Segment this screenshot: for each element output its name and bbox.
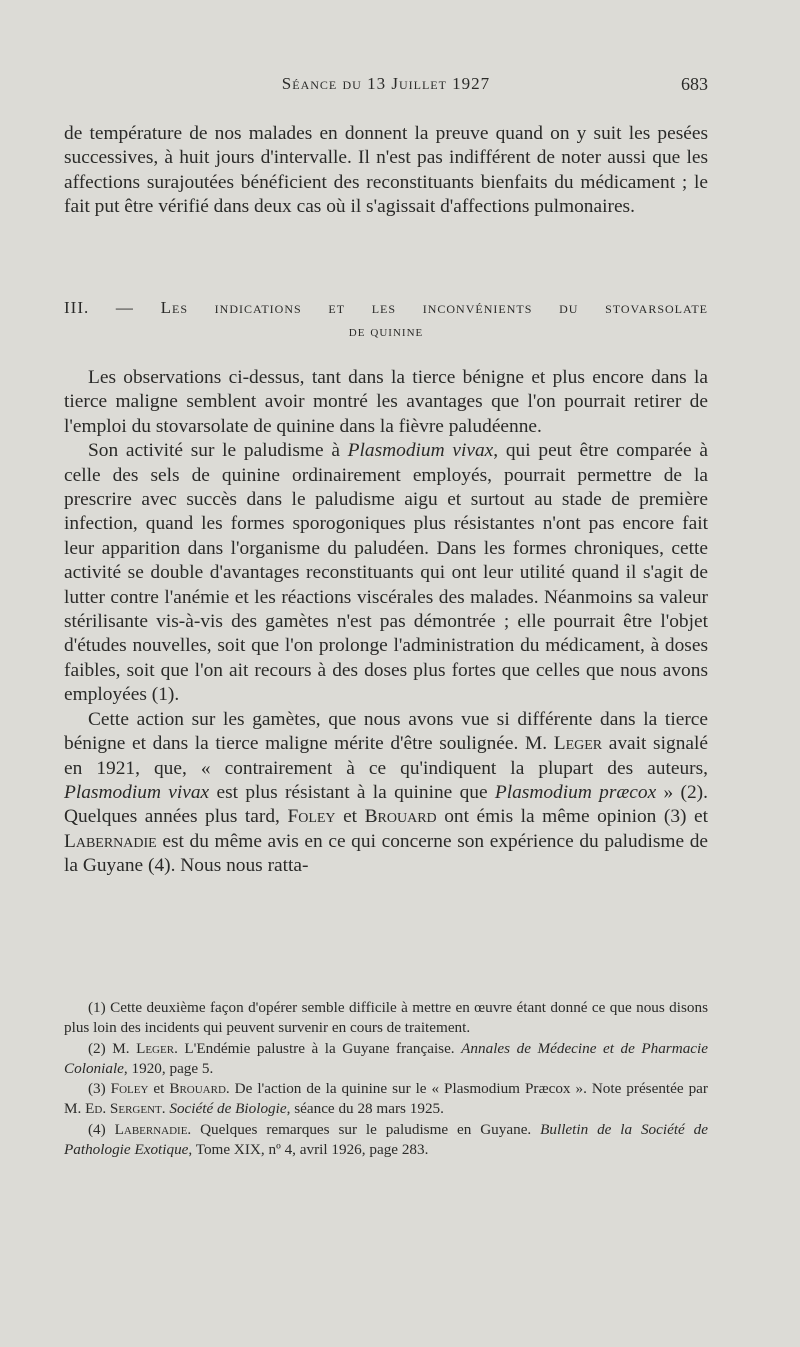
paragraph-3 — [64, 439, 708, 707]
text-span: et — [148, 1080, 170, 1098]
author-name: Leger — [136, 1039, 175, 1057]
footnote-4 — [64, 1120, 708, 1161]
author-name: Leger — [553, 733, 603, 755]
section-heading-line-1: III. — Les indications et les inconvénients du stovarsolate — [64, 298, 708, 317]
text-span: » (2). Quelques années plus tard, — [64, 781, 708, 828]
author-name: Foley — [287, 806, 336, 828]
text-span: (4) — [88, 1120, 115, 1138]
running-head — [64, 74, 708, 104]
author-name: Brouard — [364, 806, 437, 828]
text-span: ont émis la même opinion (3) et — [436, 806, 709, 828]
author-name: Labernadie — [114, 1120, 188, 1138]
text-span: (3) — [88, 1080, 111, 1098]
text-span: , séance du 28 mars 1925. — [286, 1100, 444, 1118]
italic-span: Plasmodium vivax — [64, 781, 210, 803]
author-name: Brouard — [169, 1080, 226, 1098]
continued-paragraph — [64, 122, 708, 220]
text-span: et — [335, 806, 365, 828]
italic-span: Plasmodium vivax — [347, 440, 494, 462]
footnote-3 — [64, 1079, 708, 1120]
text-span: est du même avis en ce qui concerne son expérience du paludisme de la Guyane (4). Nous nous ratta- — [64, 830, 708, 877]
paragraph-2: Les observations ci-dessus, tant dans la tierce bénigne et plus encore dans la tierce maligne semblent avoir montré les avantages que l'on pourrait retirer de l'emploi du stovarsolate de quinine dans la fièvre paludéenne. — [64, 367, 708, 437]
footnote-1: (1) Cette deuxième façon d'opérer semble difficile à mettre en œuvre étant donné ce que nous disons plus loin des incidents qui peuvent survenir en cours de traitement. — [64, 999, 708, 1037]
italic-span: Plasmodium præcox — [494, 781, 657, 803]
section-body — [64, 366, 708, 879]
author-name: Foley — [110, 1080, 149, 1098]
italic-span: Société de Biologie — [169, 1100, 287, 1118]
text-span: , 1920, page 5. — [123, 1059, 214, 1077]
author-name: Labernadie — [64, 830, 157, 852]
italic-span: Bulletin de la Société de Pathologie Exotique — [64, 1120, 709, 1159]
section-heading-line-2: de quinine — [348, 323, 424, 340]
section-heading — [64, 296, 708, 344]
text-span: . De l'action de la quinine sur le « Plasmodium Præcox ». Note présentée par M. — [64, 1080, 708, 1118]
paragraph-4 — [64, 708, 708, 879]
text-span: . — [161, 1100, 170, 1118]
text-span: est plus résistant à la quinine que — [209, 781, 495, 803]
text-span: . Quelques remarques sur le paludisme en Guyane. — [187, 1120, 541, 1138]
text-span: . L'Endémie palustre à la Guyane française. — [174, 1039, 462, 1057]
text-span: (2) M. — [88, 1039, 137, 1057]
italic-span: Annales de Médecine et de Pharmacie Coloniale — [64, 1039, 708, 1077]
paragraph-1: de température de nos malades en donnent la preuve quand on y suit les pesées successives, à huit jours d'intervalle. Il n'est pas indifférent de noter aussi que les affections surajoutées bénéficient des reconstituants bienfaits du médicament ; le fait put être vérifié dans deux cas où il s'agissait d'affections pulmonaires. — [64, 123, 708, 218]
text-span: Son activité sur le paludisme à — [88, 440, 348, 462]
text-span: , qui peut être comparée à celle des sels de quinine ordinairement employés, pourrait permettre de la prescrire avec succès dans le paludisme aigu et surtout au stade de première infection, quand les formes sporogoniques plus résistantes n'ont pas encore fait leur apparition dans l'organisme du paludéen. Dans les formes chroniques, cette activité se double d'avantages reconstituants qui ont leur utilité quand il s'agit de lutter contre l'anémie et les réactions viscérales des malades. Néanmoins sa valeur stérilisante vis-à-vis des gamètes n'est pas démontrée ; elle pourrait être l'objet d'études nouvelles, soit que l'on prolonge l'administration du médicament, à doses faibles, soit que l'on ait recours à des doses plus fortes que celles que nous avons employées (1). — [64, 440, 708, 706]
text-span: avait signalé en 1921, que, « contrairement à ce qu'indiquent la plupart des auteurs, — [64, 733, 708, 779]
text-span: , Tome XIX, nº 4, avril 1926, page 283. — [188, 1141, 429, 1159]
running-head-title: Séance du 13 Juillet 1927 — [281, 74, 491, 93]
author-name: Ed. Sergent — [85, 1100, 162, 1118]
page-number: 683 — [681, 74, 708, 94]
text-span: Cette action sur les gamètes, que nous avons vue si différente dans la tierce bénigne et dans la tierce maligne mérite d'être soulignée. M. — [64, 708, 708, 755]
footnote-2 — [64, 1039, 708, 1080]
footnotes — [64, 998, 708, 1160]
